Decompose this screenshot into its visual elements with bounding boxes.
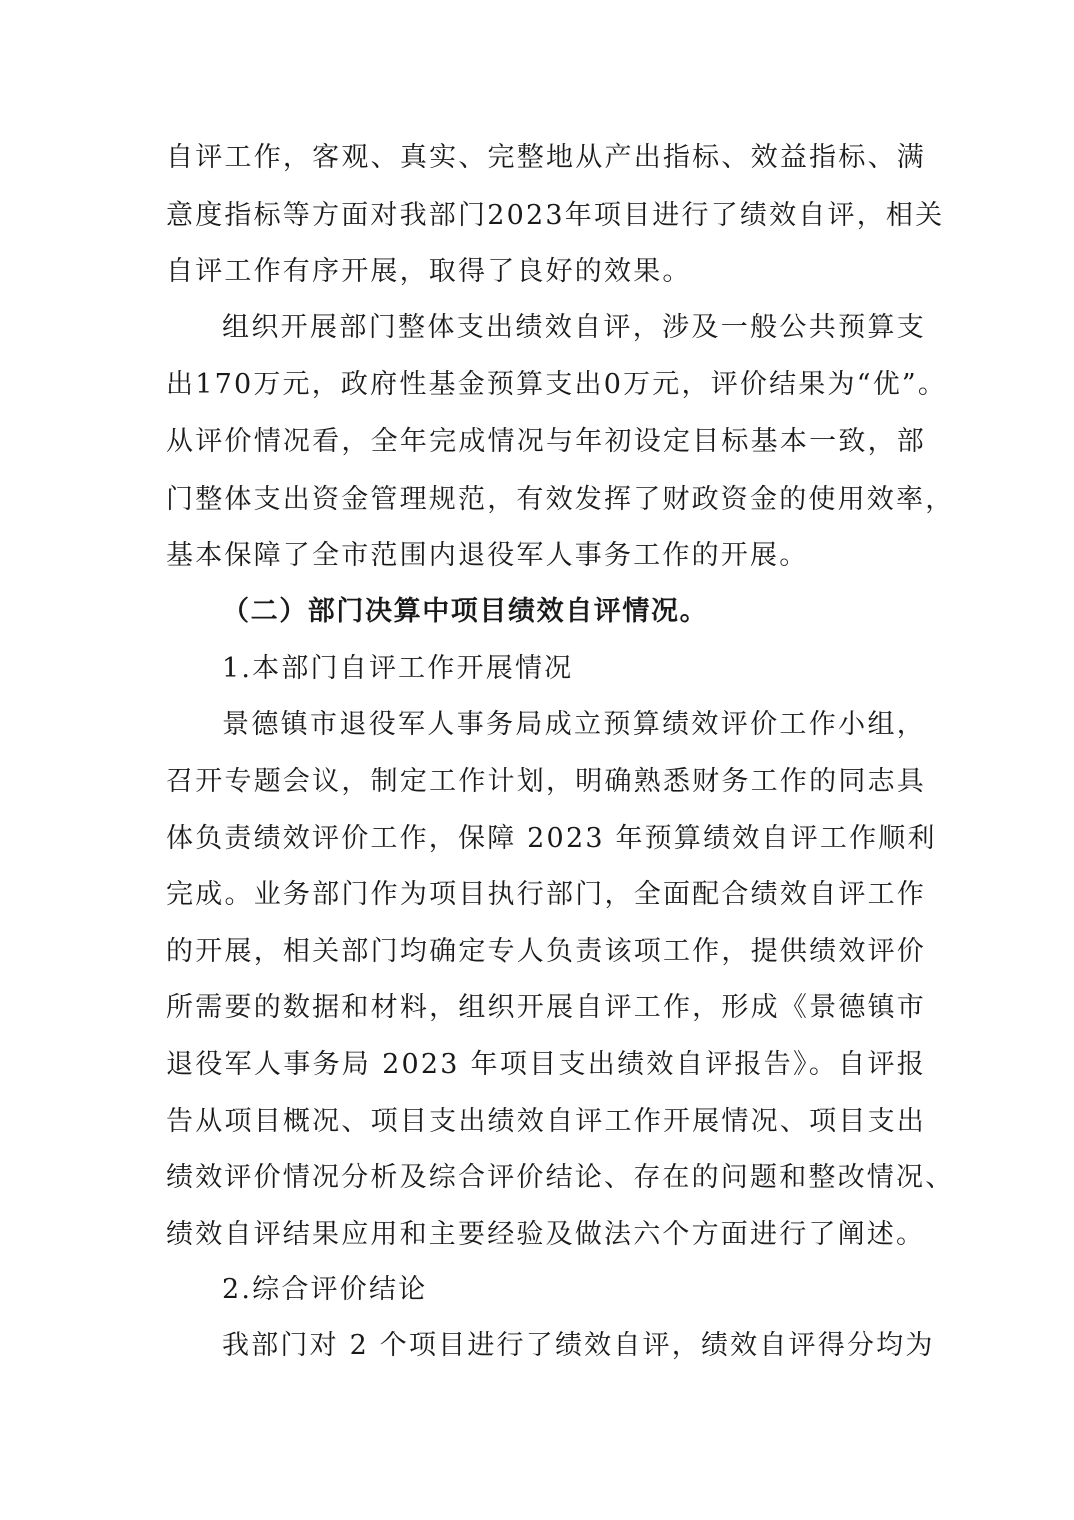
paragraph-3-line-6: 所需要的数据和材料，组织开展自评工作，形成《景德镇市 xyxy=(166,992,926,1023)
subheading-1: 1.本部门自评工作开展情况 xyxy=(222,653,574,684)
section-heading: （二）部门决算中项目绩效自评情况。 xyxy=(222,596,709,627)
paragraph-3-line-2: 召开专题会议，制定工作计划，明确熟悉财务工作的同志具 xyxy=(166,766,926,797)
paragraph-1-line-3: 自评工作有序开展，取得了良好的效果。 xyxy=(166,256,692,287)
paragraph-2-line-1: 组织开展部门整体支出绩效自评，涉及一般公共预算支 xyxy=(222,312,926,343)
paragraph-3-line-4: 完成。业务部门作为项目执行部门，全面配合绩效自评工作 xyxy=(166,879,926,910)
paragraph-3-line-9: 绩效评价情况分析及综合评价结论、存在的问题和整改情况、 xyxy=(166,1162,955,1193)
paragraph-2-line-5: 基本保障了全市范围内退役军人事务工作的开展。 xyxy=(166,540,809,571)
paragraph-2-line-3: 从评价情况看，全年完成情况与年初设定目标基本一致，部 xyxy=(166,426,926,457)
paragraph-3-line-5: 的开展，相关部门均确定专人负责该项工作，提供绩效评价 xyxy=(166,936,926,967)
paragraph-2-line-4: 门整体支出资金管理规范，有效发挥了财政资金的使用效率， xyxy=(166,484,955,515)
paragraph-3-line-8: 告从项目概况、项目支出绩效自评工作开展情况、项目支出 xyxy=(166,1106,926,1137)
subheading-2: 2.综合评价结论 xyxy=(222,1274,428,1305)
paragraph-1-line-2: 意度指标等方面对我部门2023年项目进行了绩效自评，相关 xyxy=(166,200,945,231)
paragraph-3-line-1: 景德镇市退役军人事务局成立预算绩效评价工作小组， xyxy=(222,709,926,740)
paragraph-1-line-1: 自评工作，客观、真实、完整地从产出指标、效益指标、满 xyxy=(166,142,926,173)
paragraph-3-line-10: 绩效自评结果应用和主要经验及做法六个方面进行了阐述。 xyxy=(166,1219,926,1250)
paragraph-3-line-3: 体负责绩效评价工作，保障 2023 年预算绩效自评工作顺利 xyxy=(166,823,937,854)
paragraph-3-line-7: 退役军人事务局 2023 年项目支出绩效自评报告》。自评报 xyxy=(166,1049,926,1080)
paragraph-2-line-2: 出170万元，政府性基金预算支出0万元，评价结果为“优”。 xyxy=(166,369,948,400)
paragraph-4-line-1: 我部门对 2 个项目进行了绩效自评，绩效自评得分均为 xyxy=(222,1330,935,1361)
